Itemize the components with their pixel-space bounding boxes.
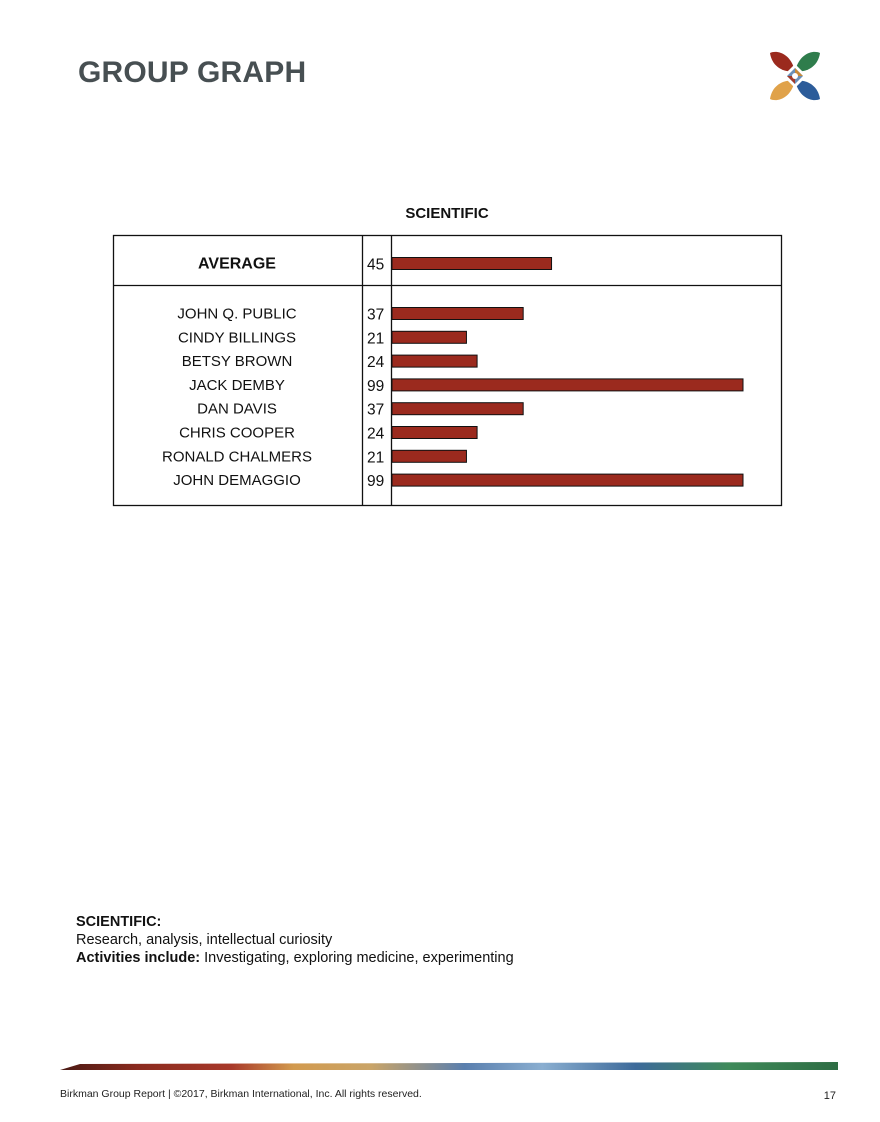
- legend-activities: [76, 949, 514, 967]
- person-3-label: BETSY BROWN: [181, 353, 293, 371]
- person-3-value: 24: [367, 354, 385, 372]
- person-6-label: CHRIS COOPER: [179, 424, 295, 442]
- average-bar: [392, 258, 552, 270]
- person-8-label: JOHN DEMAGGIO: [173, 472, 301, 490]
- footer-color-strip: [60, 1062, 838, 1070]
- person-2-label: CINDY BILLINGS: [177, 329, 297, 347]
- chart-title: SCIENTIFIC: [405, 205, 489, 222]
- page-title: GROUP GRAPH: [78, 56, 307, 89]
- person-2-bar: [392, 331, 466, 343]
- person-4-value: 99: [367, 377, 385, 395]
- person-8-bar: [392, 474, 743, 486]
- person-1-bar: [392, 308, 523, 320]
- legend-heading: SCIENTIFIC:: [76, 914, 162, 930]
- person-4-label: JACK DEMBY: [189, 376, 285, 394]
- person-7-value: 21: [367, 449, 385, 467]
- page-number: 17: [823, 1090, 836, 1102]
- legend-description: Research, analysis, intellectual curiosity: [76, 932, 333, 948]
- person-1-label: JOHN Q. PUBLIC: [177, 305, 297, 323]
- person-5-bar: [392, 403, 523, 415]
- footer-copyright: Birkman Group Report | ©2017, Birkman International, Inc. All rights reserved.: [60, 1088, 422, 1100]
- person-3-bar: [392, 355, 477, 367]
- average-label: AVERAGE: [198, 255, 276, 273]
- person-8-value: 99: [367, 473, 385, 491]
- legend-activities-label: Activities include:: [76, 950, 201, 966]
- category-legend: [76, 913, 514, 967]
- person-7-bar: [392, 450, 466, 462]
- person-6-bar: [392, 427, 477, 439]
- person-5-label: DAN DAVIS: [197, 400, 277, 418]
- person-7-label: RONALD CHALMERS: [161, 448, 313, 466]
- person-4-bar: [392, 379, 743, 391]
- person-5-value: 37: [367, 401, 385, 419]
- person-6-value: 24: [367, 425, 385, 443]
- person-1-value: 37: [367, 306, 385, 324]
- average-value: 45: [367, 256, 385, 274]
- person-2-value: 21: [367, 330, 385, 348]
- legend-activities-text: Investigating, exploring medicine, experimenting: [204, 950, 514, 966]
